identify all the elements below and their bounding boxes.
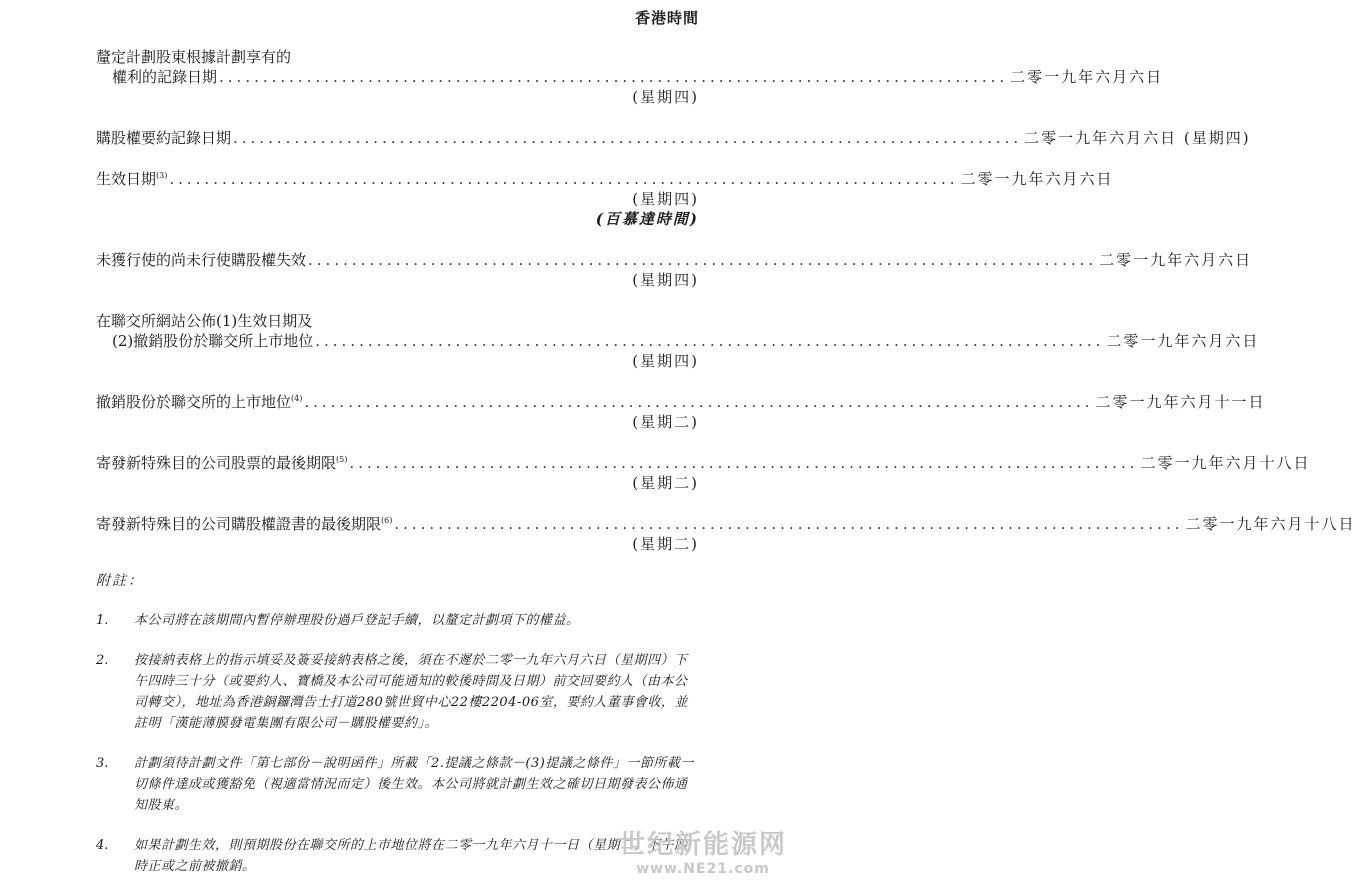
note-number: 3. (96, 756, 109, 771)
watermark-url: www.NE21.com (636, 861, 770, 877)
timetable (96, 47, 1356, 575)
entry-date: 二零一九年六月十八日 (1140, 454, 1311, 472)
timetable-entry (96, 250, 1253, 290)
entry-weekday: (星期二) (632, 413, 699, 431)
entry-weekday: (星期四) (632, 190, 699, 208)
entry-label: 撤銷股份於聯交所的上市地位$^{(4)}$ (96, 393, 303, 411)
note-number: 4. (96, 838, 109, 853)
entry-weekday: (星期二) (632, 535, 699, 553)
footnote-ref: (3) (156, 171, 168, 180)
footnote-ref: (5) (336, 455, 348, 464)
entry-label: 生效日期$^{(3)}$ (96, 170, 168, 188)
entry-label-line1: 在聯交所網站公佈(1)生效日期及 (96, 312, 313, 330)
timetable-entry (96, 169, 1114, 229)
watermark (619, 824, 787, 877)
timetable-entry (96, 392, 1266, 432)
leader-dots: .......................................................................................... (233, 129, 1023, 147)
header-title: 香港時間 (634, 9, 699, 27)
timetable-entry (96, 514, 1356, 554)
note-text: 按接納表格上的指示填妥及簽妥接納表格之後，須在不遲於二零一九年六月六日（星期四）下午四時三十分（或要約人、寶橋及本公司可能通知的較後時間及日期）前交回要約人（由本公司轉交），地址為香港銅鑼灣告士打道280號世貿中心22樓2204-06室，要約人董事會收，並註明「漢能薄膜發電集團有限公司－購股權要約」。 (134, 653, 688, 731)
entry-weekday: (星期二) (632, 474, 699, 492)
entry-label: 寄發新特殊目的公司購股權證書的最後期限$^{(6)}$ (96, 515, 393, 533)
leader-dots: .......................................................................................... (394, 515, 1184, 533)
entry-label-line1: 釐定計劃股東根據計劃享有的 (96, 48, 292, 66)
entry-date: 二零一九年六月六日 (960, 170, 1114, 188)
notes-title: 附註： (96, 573, 144, 589)
footnote-ref: (6) (381, 516, 393, 525)
note-text: 計劃須待計劃文件「第七部份－說明函件」所載「2.提議之條款－(3)提議之條件」一節所載一切條件達成或獲豁免（視適當情況而定）後生效。本公司將就計劃生效之確切日期發表公佈通知股東。 (134, 756, 694, 813)
note-text: 本公司將在該期間內暫停辦理股份過戶登記手續，以釐定計劃項下的權益。 (134, 613, 580, 628)
timetable-entry (96, 128, 1251, 148)
entry-label: 未獲行使的尚未行使購股權失效 (96, 251, 307, 269)
leader-dots: .......................................................................................... (169, 170, 959, 188)
entry-date: 二零一九年六月六日 (1106, 332, 1260, 350)
leader-dots: .......................................................................................... (219, 68, 1009, 86)
entry-date: 二零一九年六月六日 (星期四) (1024, 129, 1251, 147)
entry-weekday: (星期四) (632, 271, 699, 289)
timetable-entry (96, 311, 1260, 371)
leader-dots: .......................................................................................... (308, 251, 1098, 269)
leader-dots: .......................................................................................... (349, 454, 1139, 472)
entry-weekday: (星期四) (632, 88, 699, 106)
note-item (96, 650, 700, 734)
entry-timezone: (百慕達時間) (595, 210, 699, 228)
note-text: 如果計劃生效，則預期股份在聯交所的上市地位將在二零一九年六月十一日（星期二）下午四時正或之前被撤銷。 (134, 838, 688, 874)
entry-weekday: (星期四) (632, 352, 699, 370)
entry-label: (2)撤銷股份於聯交所上市地位 (112, 332, 314, 350)
leader-dots: .......................................................................................... (315, 332, 1105, 350)
timetable-entry (96, 453, 1311, 493)
entry-date: 二零一九年六月六日 (1010, 68, 1164, 86)
entry-label: 購股權要約記錄日期 (96, 129, 232, 147)
entry-date: 二零一九年六月十一日 (1095, 393, 1266, 411)
footnote-ref: (4) (291, 394, 303, 403)
entry-label: 權利的記錄日期 (112, 68, 218, 86)
watermark-title: 世纪新能源网 (618, 830, 787, 860)
note-item (96, 753, 700, 816)
entry-label: 寄發新特殊目的公司股票的最後期限$^{(5)}$ (96, 454, 348, 472)
note-item (96, 610, 700, 631)
entry-date: 二零一九年六月十八日 (1185, 515, 1356, 533)
note-number: 1. (96, 613, 109, 628)
timetable-entry (96, 47, 1164, 107)
note-item (96, 835, 700, 877)
notes-section (96, 570, 700, 896)
leader-dots: .......................................................................................... (304, 393, 1094, 411)
entry-date: 二零一九年六月六日 (1099, 251, 1253, 269)
note-number: 2. (96, 653, 109, 668)
